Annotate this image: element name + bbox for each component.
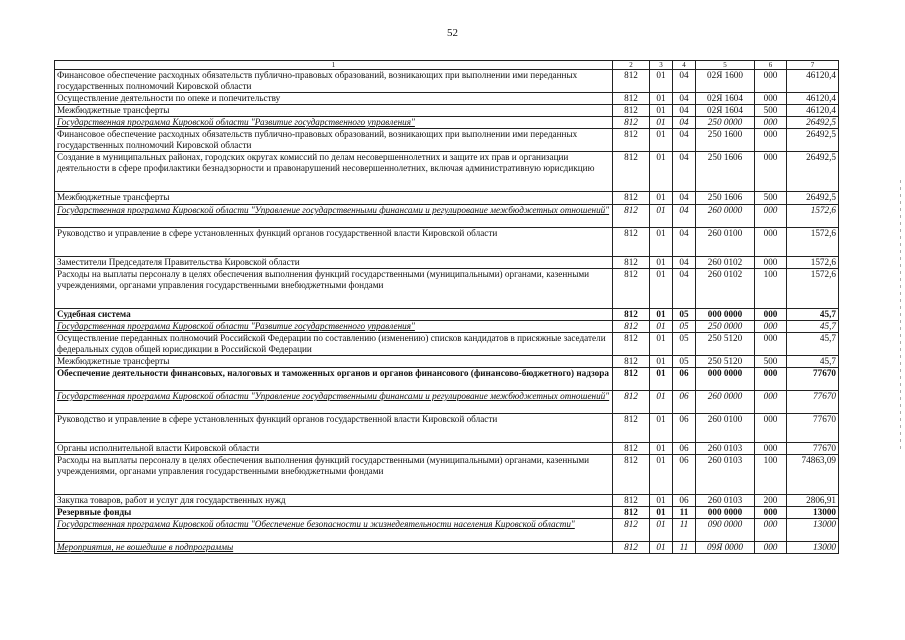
table-row [55, 507, 839, 519]
description-cell: Межбюджетные трансферты [55, 356, 613, 368]
table-row [55, 205, 839, 228]
target-article-cell: 02Я 1604 [696, 105, 755, 117]
target-article-cell: 260 0103 [696, 495, 755, 507]
target-article-cell: 260 0000 [696, 391, 755, 414]
amount-cell: 26492,5 [787, 152, 839, 192]
subsection-cell: 05 [673, 356, 696, 368]
expense-type-cell: 000 [755, 257, 787, 269]
code-cell: 812 [613, 321, 650, 333]
subsection-cell: 04 [673, 269, 696, 309]
amount-cell: 13000 [787, 519, 839, 542]
target-article-cell: 250 1606 [696, 152, 755, 192]
expense-type-cell: 000 [755, 414, 787, 443]
description-cell: Мероприятия, не вошедшие в подпрограммы [55, 542, 613, 554]
header-cell: 3 [650, 61, 673, 70]
subsection-cell: 06 [673, 368, 696, 391]
code-cell: 812 [613, 70, 650, 93]
header-cell: 2 [613, 61, 650, 70]
code-cell: 812 [613, 356, 650, 368]
target-article-cell: 250 5120 [696, 356, 755, 368]
header-cell: 6 [755, 61, 787, 70]
target-article-cell: 260 0103 [696, 455, 755, 495]
expense-type-cell: 500 [755, 105, 787, 117]
table-row [55, 368, 839, 391]
subsection-cell: 06 [673, 391, 696, 414]
scan-edge-mark [900, 180, 901, 450]
subsection-cell: 06 [673, 455, 696, 495]
expense-type-cell: 000 [755, 228, 787, 257]
description-cell: Межбюджетные трансферты [55, 105, 613, 117]
description-cell: Закупка товаров, работ и услуг для государственных нужд [55, 495, 613, 507]
target-article-cell: 250 1606 [696, 192, 755, 205]
target-article-cell: 02Я 1604 [696, 93, 755, 105]
code-cell: 812 [613, 495, 650, 507]
amount-cell: 77670 [787, 391, 839, 414]
code-cell: 812 [613, 93, 650, 105]
description-cell: Государственная программа Кировской области "Развитие государственного управления" [55, 321, 613, 333]
table-row [55, 443, 839, 455]
description-cell: Заместители Председателя Правительства Кировской области [55, 257, 613, 269]
code-cell: 812 [613, 443, 650, 455]
section-cell: 01 [650, 507, 673, 519]
amount-cell: 1572,6 [787, 228, 839, 257]
subsection-cell: 04 [673, 117, 696, 129]
code-cell: 812 [613, 269, 650, 309]
subsection-cell: 04 [673, 129, 696, 152]
description-cell: Руководство и управление в сфере установленных функций органов государственной власти Кировской области [55, 228, 613, 257]
target-article-cell: 000 0000 [696, 507, 755, 519]
target-article-cell: 260 0000 [696, 205, 755, 228]
table-row [55, 321, 839, 333]
subsection-cell: 06 [673, 495, 696, 507]
section-cell: 01 [650, 356, 673, 368]
page-number: 52 [447, 27, 458, 39]
expense-type-cell: 000 [755, 321, 787, 333]
target-article-cell: 260 0100 [696, 414, 755, 443]
code-cell: 812 [613, 333, 650, 356]
target-article-cell: 000 0000 [696, 309, 755, 321]
expense-type-cell: 000 [755, 117, 787, 129]
section-cell: 01 [650, 455, 673, 495]
expense-type-cell: 000 [755, 93, 787, 105]
expense-type-cell: 100 [755, 269, 787, 309]
expense-type-cell: 000 [755, 443, 787, 455]
amount-cell: 1572,6 [787, 269, 839, 309]
table-row [55, 105, 839, 117]
section-cell: 01 [650, 368, 673, 391]
expense-type-cell: 000 [755, 309, 787, 321]
target-article-cell: 260 0102 [696, 269, 755, 309]
code-cell: 812 [613, 542, 650, 554]
subsection-cell: 04 [673, 105, 696, 117]
amount-cell: 74863,09 [787, 455, 839, 495]
description-cell: Государственная программа Кировской области "Развитие государственного управления" [55, 117, 613, 129]
section-cell: 01 [650, 309, 673, 321]
code-cell: 812 [613, 192, 650, 205]
table-row [55, 257, 839, 269]
table-row [55, 542, 839, 554]
section-cell: 01 [650, 205, 673, 228]
section-cell: 01 [650, 443, 673, 455]
expense-type-cell: 200 [755, 495, 787, 507]
section-cell: 01 [650, 333, 673, 356]
expense-type-cell: 500 [755, 356, 787, 368]
table-row [55, 495, 839, 507]
code-cell: 812 [613, 129, 650, 152]
amount-cell: 45,7 [787, 321, 839, 333]
section-cell: 01 [650, 391, 673, 414]
table-row [55, 414, 839, 443]
expense-type-cell: 000 [755, 152, 787, 192]
expense-type-cell: 000 [755, 333, 787, 356]
subsection-cell: 05 [673, 333, 696, 356]
description-cell: Расходы на выплаты персоналу в целях обеспечения выполнения функций государственными (муниципальными) органами, казенными учреждениями, органами управления государственными внебюджетными фондами [55, 269, 613, 309]
table-row [55, 356, 839, 368]
code-cell: 812 [613, 519, 650, 542]
subsection-cell: 04 [673, 152, 696, 192]
target-article-cell: 260 0100 [696, 228, 755, 257]
section-cell: 01 [650, 129, 673, 152]
description-cell: Государственная программа Кировской области "Управление государственными финансами и регулирование межбюджетных отношений" [55, 205, 613, 228]
code-cell: 812 [613, 309, 650, 321]
section-cell: 01 [650, 257, 673, 269]
description-cell: Государственная программа Кировской области "Обеспечение безопасности и жизнедеятельности населения Кировской области" [55, 519, 613, 542]
subsection-cell: 11 [673, 519, 696, 542]
target-article-cell: 090 0000 [696, 519, 755, 542]
target-article-cell: 250 5120 [696, 333, 755, 356]
table-row [55, 228, 839, 257]
code-cell: 812 [613, 368, 650, 391]
expense-type-cell: 000 [755, 542, 787, 554]
header-cell: 7 [787, 61, 839, 70]
amount-cell: 45,7 [787, 356, 839, 368]
subsection-cell: 11 [673, 542, 696, 554]
code-cell: 812 [613, 455, 650, 495]
expense-type-cell: 000 [755, 70, 787, 93]
code-cell: 812 [613, 117, 650, 129]
description-cell: Расходы на выплаты персоналу в целях обеспечения выполнения функций государственными (муниципальными) органами, казенными учреждениями, органами управления государственными внебюджетными фондами [55, 455, 613, 495]
expense-type-cell: 100 [755, 455, 787, 495]
subsection-cell: 06 [673, 443, 696, 455]
amount-cell: 45,7 [787, 309, 839, 321]
amount-cell: 77670 [787, 368, 839, 391]
amount-cell: 77670 [787, 443, 839, 455]
table-row [55, 269, 839, 309]
description-cell: Осуществление переданных полномочий Российской Федерации по составлению (изменению) списков кандидатов в присяжные заседатели федеральных судов общей юрисдикции в Российской Федерации [55, 333, 613, 356]
table-row [55, 455, 839, 495]
table-row [55, 129, 839, 152]
section-cell: 01 [650, 321, 673, 333]
target-article-cell: 250 0000 [696, 117, 755, 129]
subsection-cell: 06 [673, 414, 696, 443]
amount-cell: 46120,4 [787, 105, 839, 117]
expense-type-cell: 000 [755, 507, 787, 519]
code-cell: 812 [613, 257, 650, 269]
description-cell: Финансовое обеспечение расходных обязательств публично-правовых образований, возникающих при выполнении ими переданных государственных полномочий Кировской области [55, 129, 613, 152]
table-row [55, 117, 839, 129]
amount-cell: 77670 [787, 414, 839, 443]
section-cell: 01 [650, 414, 673, 443]
description-cell: Руководство и управление в сфере установленных функций органов государственной власти Кировской области [55, 414, 613, 443]
description-cell: Государственная программа Кировской области "Управление государственными финансами и регулирование межбюджетных отношений" [55, 391, 613, 414]
table-row [55, 152, 839, 192]
amount-cell: 46120,4 [787, 93, 839, 105]
target-article-cell: 260 0102 [696, 257, 755, 269]
description-cell: Осуществление деятельности по опеке и попечительству [55, 93, 613, 105]
description-cell: Органы исполнительной власти Кировской области [55, 443, 613, 455]
description-cell: Межбюджетные трансферты [55, 192, 613, 205]
section-cell: 01 [650, 192, 673, 205]
subsection-cell: 04 [673, 257, 696, 269]
expense-type-cell: 000 [755, 391, 787, 414]
target-article-cell: 02Я 1600 [696, 70, 755, 93]
section-cell: 01 [650, 519, 673, 542]
amount-cell: 26492,5 [787, 117, 839, 129]
section-cell: 01 [650, 105, 673, 117]
amount-cell: 45,7 [787, 333, 839, 356]
description-cell: Обеспечение деятельности финансовых, налоговых и таможенных органов и органов финансового (финансово-бюджетного) надзора [55, 368, 613, 391]
table-row [55, 70, 839, 93]
table-row [55, 333, 839, 356]
code-cell: 812 [613, 152, 650, 192]
code-cell: 812 [613, 507, 650, 519]
amount-cell: 26492,5 [787, 192, 839, 205]
subsection-cell: 05 [673, 309, 696, 321]
table-row [55, 391, 839, 414]
table-row [55, 519, 839, 542]
target-article-cell: 09Я 0000 [696, 542, 755, 554]
target-article-cell: 250 0000 [696, 321, 755, 333]
header-row [55, 61, 839, 70]
subsection-cell: 04 [673, 192, 696, 205]
table-row [55, 192, 839, 205]
section-cell: 01 [650, 70, 673, 93]
amount-cell: 46120,4 [787, 70, 839, 93]
amount-cell: 2806,91 [787, 495, 839, 507]
subsection-cell: 04 [673, 228, 696, 257]
subsection-cell: 04 [673, 70, 696, 93]
expense-type-cell: 000 [755, 519, 787, 542]
code-cell: 812 [613, 205, 650, 228]
code-cell: 812 [613, 228, 650, 257]
budget-table [54, 60, 839, 554]
section-cell: 01 [650, 269, 673, 309]
table-row [55, 309, 839, 321]
description-cell: Судебная система [55, 309, 613, 321]
description-cell: Финансовое обеспечение расходных обязательств публично-правовых образований, возникающих при выполнении ими переданных государственных полномочий Кировской области [55, 70, 613, 93]
description-cell: Резервные фонды [55, 507, 613, 519]
amount-cell: 1572,6 [787, 205, 839, 228]
expense-type-cell: 000 [755, 368, 787, 391]
amount-cell: 13000 [787, 507, 839, 519]
table-row [55, 93, 839, 105]
code-cell: 812 [613, 414, 650, 443]
section-cell: 01 [650, 495, 673, 507]
subsection-cell: 11 [673, 507, 696, 519]
section-cell: 01 [650, 93, 673, 105]
amount-cell: 13000 [787, 542, 839, 554]
subsection-cell: 04 [673, 205, 696, 228]
header-cell: 4 [673, 61, 696, 70]
code-cell: 812 [613, 105, 650, 117]
expense-type-cell: 000 [755, 129, 787, 152]
amount-cell: 26492,5 [787, 129, 839, 152]
description-cell: Создание в муниципальных районах, городских округах комиссий по делам несовершеннолетних и защите их прав и организации деятельности в сфере профилактики безнадзорности и правонарушений несовершеннолетних, включая административную юрисдикцию [55, 152, 613, 192]
amount-cell: 1572,6 [787, 257, 839, 269]
section-cell: 01 [650, 117, 673, 129]
section-cell: 01 [650, 228, 673, 257]
header-cell: 1 [55, 61, 613, 70]
target-article-cell: 000 0000 [696, 368, 755, 391]
expense-type-cell: 500 [755, 192, 787, 205]
target-article-cell: 260 0103 [696, 443, 755, 455]
header-cell: 5 [696, 61, 755, 70]
target-article-cell: 250 1600 [696, 129, 755, 152]
code-cell: 812 [613, 391, 650, 414]
section-cell: 01 [650, 542, 673, 554]
section-cell: 01 [650, 152, 673, 192]
expense-type-cell: 000 [755, 205, 787, 228]
subsection-cell: 05 [673, 321, 696, 333]
subsection-cell: 04 [673, 93, 696, 105]
